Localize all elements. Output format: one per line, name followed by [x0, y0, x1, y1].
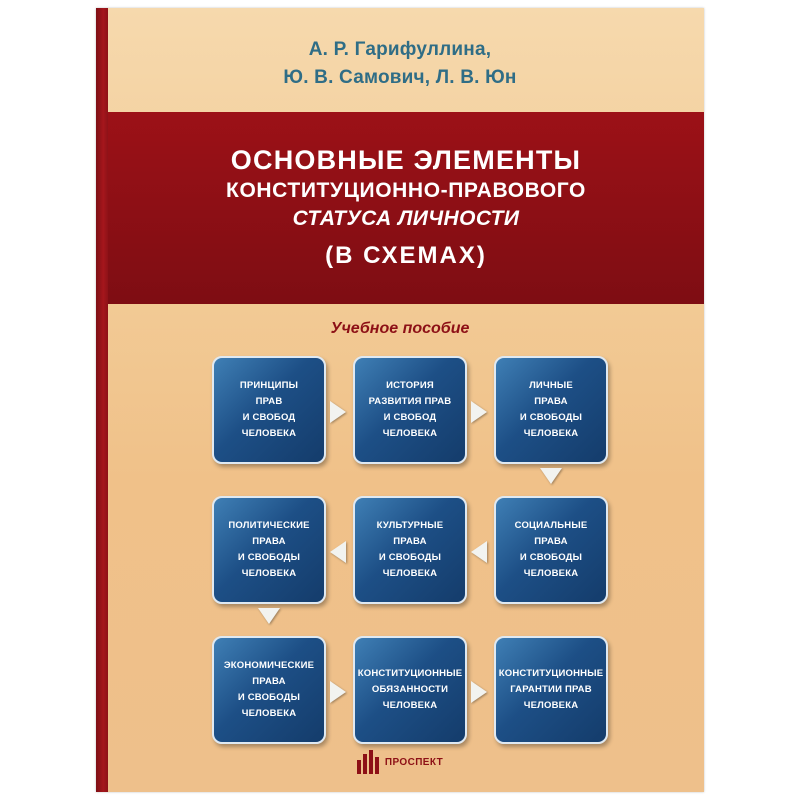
- diagram-box-3: [494, 356, 608, 464]
- cover-spine-strip: [96, 8, 108, 792]
- title-line-3: СТАТУСА ЛИЧНОСТИ: [292, 207, 520, 230]
- title-line-4: (В СХЕМАХ): [325, 242, 487, 269]
- authors-line-2: Ю. В. Самович, Л. В. Юн: [283, 67, 517, 88]
- diagram-box-1-text: ПРИНЦИПЫ ПРАВ И СВОБОД ЧЕЛОВЕКА: [239, 380, 299, 439]
- arrow-down-icon-2: [258, 608, 280, 624]
- arrow-down-icon-1: [540, 468, 562, 484]
- arrow-left-icon-1: [471, 541, 487, 563]
- publisher-name: ПРОСПЕКТ: [384, 756, 444, 768]
- arrow-right-icon-1: [330, 401, 346, 423]
- diagram-box-6-text: СОЦИАЛЬНЫЕ ПРАВА И СВОБОДЫ ЧЕЛОВЕКА: [514, 520, 588, 579]
- diagram-box-1: [212, 356, 326, 464]
- diagram-box-2: [353, 356, 467, 464]
- title-band: [108, 112, 704, 304]
- diagram-box-5: [353, 496, 467, 604]
- diagram-box-7-text: ЭКОНОМИЧЕСКИЕ ПРАВА И СВОБОДЫ ЧЕЛОВЕКА: [223, 660, 315, 719]
- diagram-box-7: [212, 636, 326, 744]
- diagram-box-8-text: КОНСТИТУЦИОННЫЕ ОБЯЗАННОСТИ ЧЕЛОВЕКА: [357, 668, 463, 711]
- diagram-box-8: [353, 636, 467, 744]
- arrow-right-icon-4: [471, 681, 487, 703]
- title-line-1: ОСНОВНЫЕ ЭЛЕМЕНТЫ: [230, 145, 582, 175]
- subtitle: Учебное пособие: [330, 320, 470, 337]
- diagram-box-3-text: ЛИЧНЫЕ ПРАВА И СВОБОДЫ ЧЕЛОВЕКА: [519, 380, 583, 439]
- title-line-2: КОНСТИТУЦИОННО-ПРАВОВОГО: [226, 179, 586, 202]
- diagram-box-4-text: ПОЛИТИЧЕСКИЕ ПРАВА И СВОБОДЫ ЧЕЛОВЕКА: [228, 520, 310, 579]
- diagram-box-6: [494, 496, 608, 604]
- diagram-box-5-text: КУЛЬТУРНЫЕ ПРАВА И СВОБОДЫ ЧЕЛОВЕКА: [376, 520, 444, 579]
- publisher-block: [96, 750, 704, 774]
- arrow-left-icon-2: [330, 541, 346, 563]
- book-cover: [96, 8, 704, 792]
- diagram-box-9-text: КОНСТИТУЦИОННЫЕ ГАРАНТИИ ПРАВ ЧЕЛОВЕКА: [498, 668, 604, 711]
- arrow-right-icon-2: [471, 401, 487, 423]
- publisher-logo-icon: [357, 750, 379, 774]
- diagram-box-9: [494, 636, 608, 744]
- diagram-grid: [212, 356, 608, 744]
- diagram-box-4: [212, 496, 326, 604]
- arrow-right-icon-3: [330, 681, 346, 703]
- diagram-box-2-text: ИСТОРИЯ РАЗВИТИЯ ПРАВ И СВОБОД ЧЕЛОВЕКА: [368, 380, 452, 439]
- authors-block: [96, 36, 704, 92]
- authors-line-1: А. Р. Гарифуллина,: [308, 39, 492, 60]
